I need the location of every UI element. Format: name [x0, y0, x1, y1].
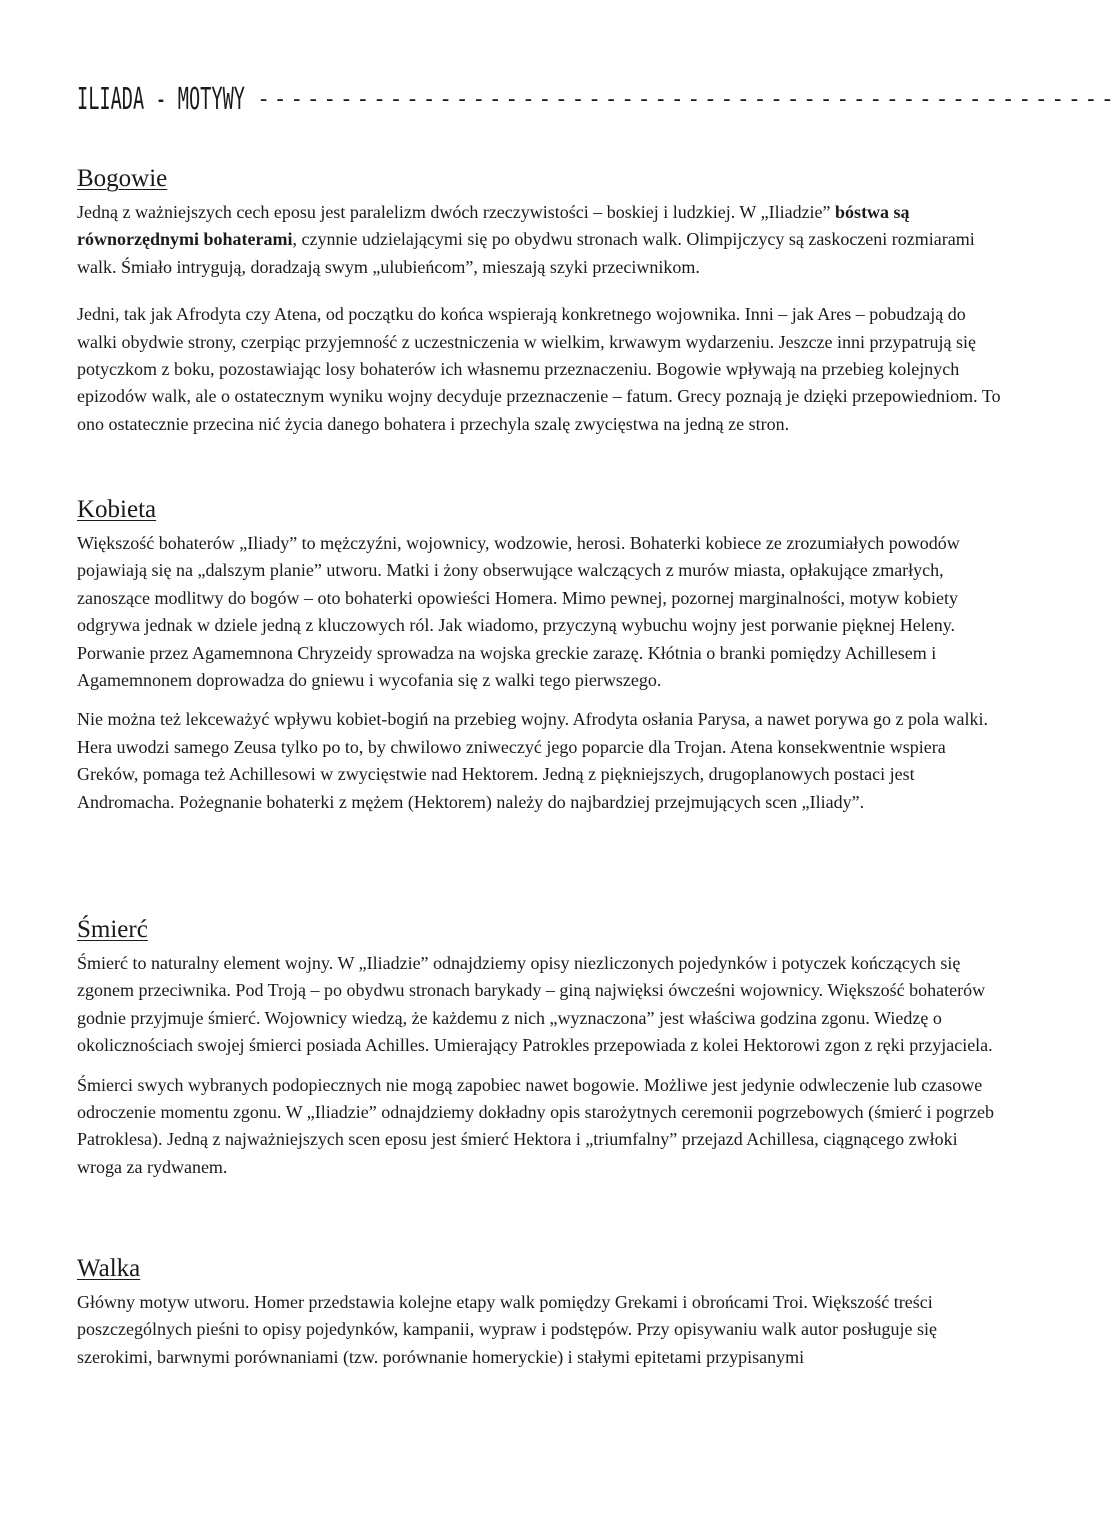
- section-woman: [77, 494, 1007, 828]
- paragraph: Większość bohaterów „Iliady” to mężczyźni, wojownicy, wodzowie, herosi. Bohaterki kobiece ze zrozumiałych powodów pojawiają się na „dalszym planie” utworu. Matki i żony obserwujące walczących z murów miasta, opłakujące zmarłych, zanoszące modlitwy do bogów – oto bohaterki opowieści Homera. Mimo pewnej, pozornej marginalności, motyw kobiety odgrywa jednak w dziele jedną z kluczowych ról. Jak wiadomo, przyczyną wybuchu wojny jest porwanie pięknej Heleny. Porwanie przez Agamemnona Chryzeidy sprowadza na wojska greckie zarazę. Kłótnia o branki pomiędzy Achillesem i Agamemnonem doprowadza do gniewu i wycofania się z walki tego pierwszego.: [77, 533, 960, 691]
- section-heading-woman: Kobieta: [77, 496, 157, 523]
- paragraph-bold-text: bóstwa są równorzędnymi bohaterami: [77, 202, 910, 250]
- paragraph: Główny motyw utworu. Homer przedstawia kolejne etapy walk pomiędzy Grekami i obrońcami Troi. Większość treści poszczególnych pieśni to opisy pojedynków, kampanii, wypraw i podstępów. Przy opisywaniu walk autor posługuje się szerokimi, barwnymi porównaniami (tzw. porównanie homeryckie) i stałymi epitetami przypisanymi: [77, 1292, 938, 1367]
- document-title: [77, 80, 1117, 120]
- section-heading-gods: Bogowie: [77, 165, 168, 192]
- title-dash-line: ----------------------------------------------------: [257, 87, 1117, 112]
- paragraph: Jedni, tak jak Afrodyta czy Atena, od początku do końca wspierają konkretnego wojownika. Inni – jak Ares – pobudzają do walki obydwie strony, czerpiąc przyjemność z uczestniczenia w wielkim, krwawym wydarzeniu. Jeszcze inni przypatrują się potyczkom z boku, pozostawiając losy bohaterów ich własnemu przeznaczeniu. Bogowie wpływają na przebieg kolejnych epizodów walk, ale o ostatecznym wyniku wojny decyduje przeznaczenie – fatum. Grecy poznają je dzięki przepowiedniom. To ono ostatecznie przecina nić życia danego bohatera i przechyla szalę zwycięstwa na jedną ze stron.: [77, 304, 1001, 434]
- document-title-text: ILIADA - MOTYWY: [77, 82, 245, 117]
- paragraph: [77, 199, 1007, 281]
- section-gods: [77, 163, 1007, 450]
- section-battle: [77, 1253, 1007, 1383]
- paragraph-text: , czynnie udzielającymi się po obydwu stronach walk. Olimpijczycy są zaskoczeni rozmiarami walk. Śmiało intrygują, doradzają swym „ulubieńcom”, mieszają szyki przeciwnikom.: [77, 229, 975, 277]
- paragraph: Śmierci swych wybranych podopiecznych nie mogą zapobiec nawet bogowie. Możliwe jest jedynie odwleczenie lub czasowe odroczenie momentu zgonu. W „Iliadzie” odnajdziemy dokładny opis starożytnych ceremonii pogrzebowych (śmierć i pogrzeb Patroklesa). Jedną z najważniejszych scen eposu jest śmierć Hektora i „triumfalny” przejazd Achillesa, ciągnącego zwłoki wroga za rydwanem.: [77, 1074, 995, 1177]
- paragraph-text: Jedną z ważniejszych cech eposu jest paralelizm dwóch rzeczywistości – boskiej i ludzkiej. W „Iliadzie”: [77, 202, 836, 222]
- section-death: [77, 914, 1007, 1193]
- section-heading-death: Śmierć: [77, 916, 148, 943]
- paragraph: Nie można też lekceważyć wpływu kobiet-bogiń na przebieg wojny. Afrodyta osłania Parysa, a nawet porywa go z pola walki. Hera uwodzi samego Zeusa tylko po to, by chwilowo zniweczyć jego poparcie dla Trojan. Atena konsekwentnie wspiera Greków, pomaga też Achillesowi w zwycięstwie nad Hektorem. Jedną z piękniejszych, drugoplanowych postaci jest Andromacha. Pożegnanie bohaterki z mężem (Hektorem) należy do najbardziej przejmujących scen „Iliady”.: [77, 709, 989, 812]
- paragraph: Śmierć to naturalny element wojny. W „Iliadzie” odnajdziemy opisy niezliczonych pojedynków i potyczek kończących się zgonem przeciwnika. Pod Troją – po obydwu stronach barykady – giną najwięksi ówcześni wojownicy. Większość bohaterów godnie przyjmuje śmierć. Wojownicy wiedzą, że każdemu z nich „wyznaczona” jest właściwa godzina zgonu. Wiedzę o okolicznościach swojej śmierci posiada Achilles. Umierający Patrokles przepowiada z kolei Hektorowi zgon z ręki przyjaciela.: [77, 953, 993, 1056]
- section-heading-battle: Walka: [77, 1255, 141, 1282]
